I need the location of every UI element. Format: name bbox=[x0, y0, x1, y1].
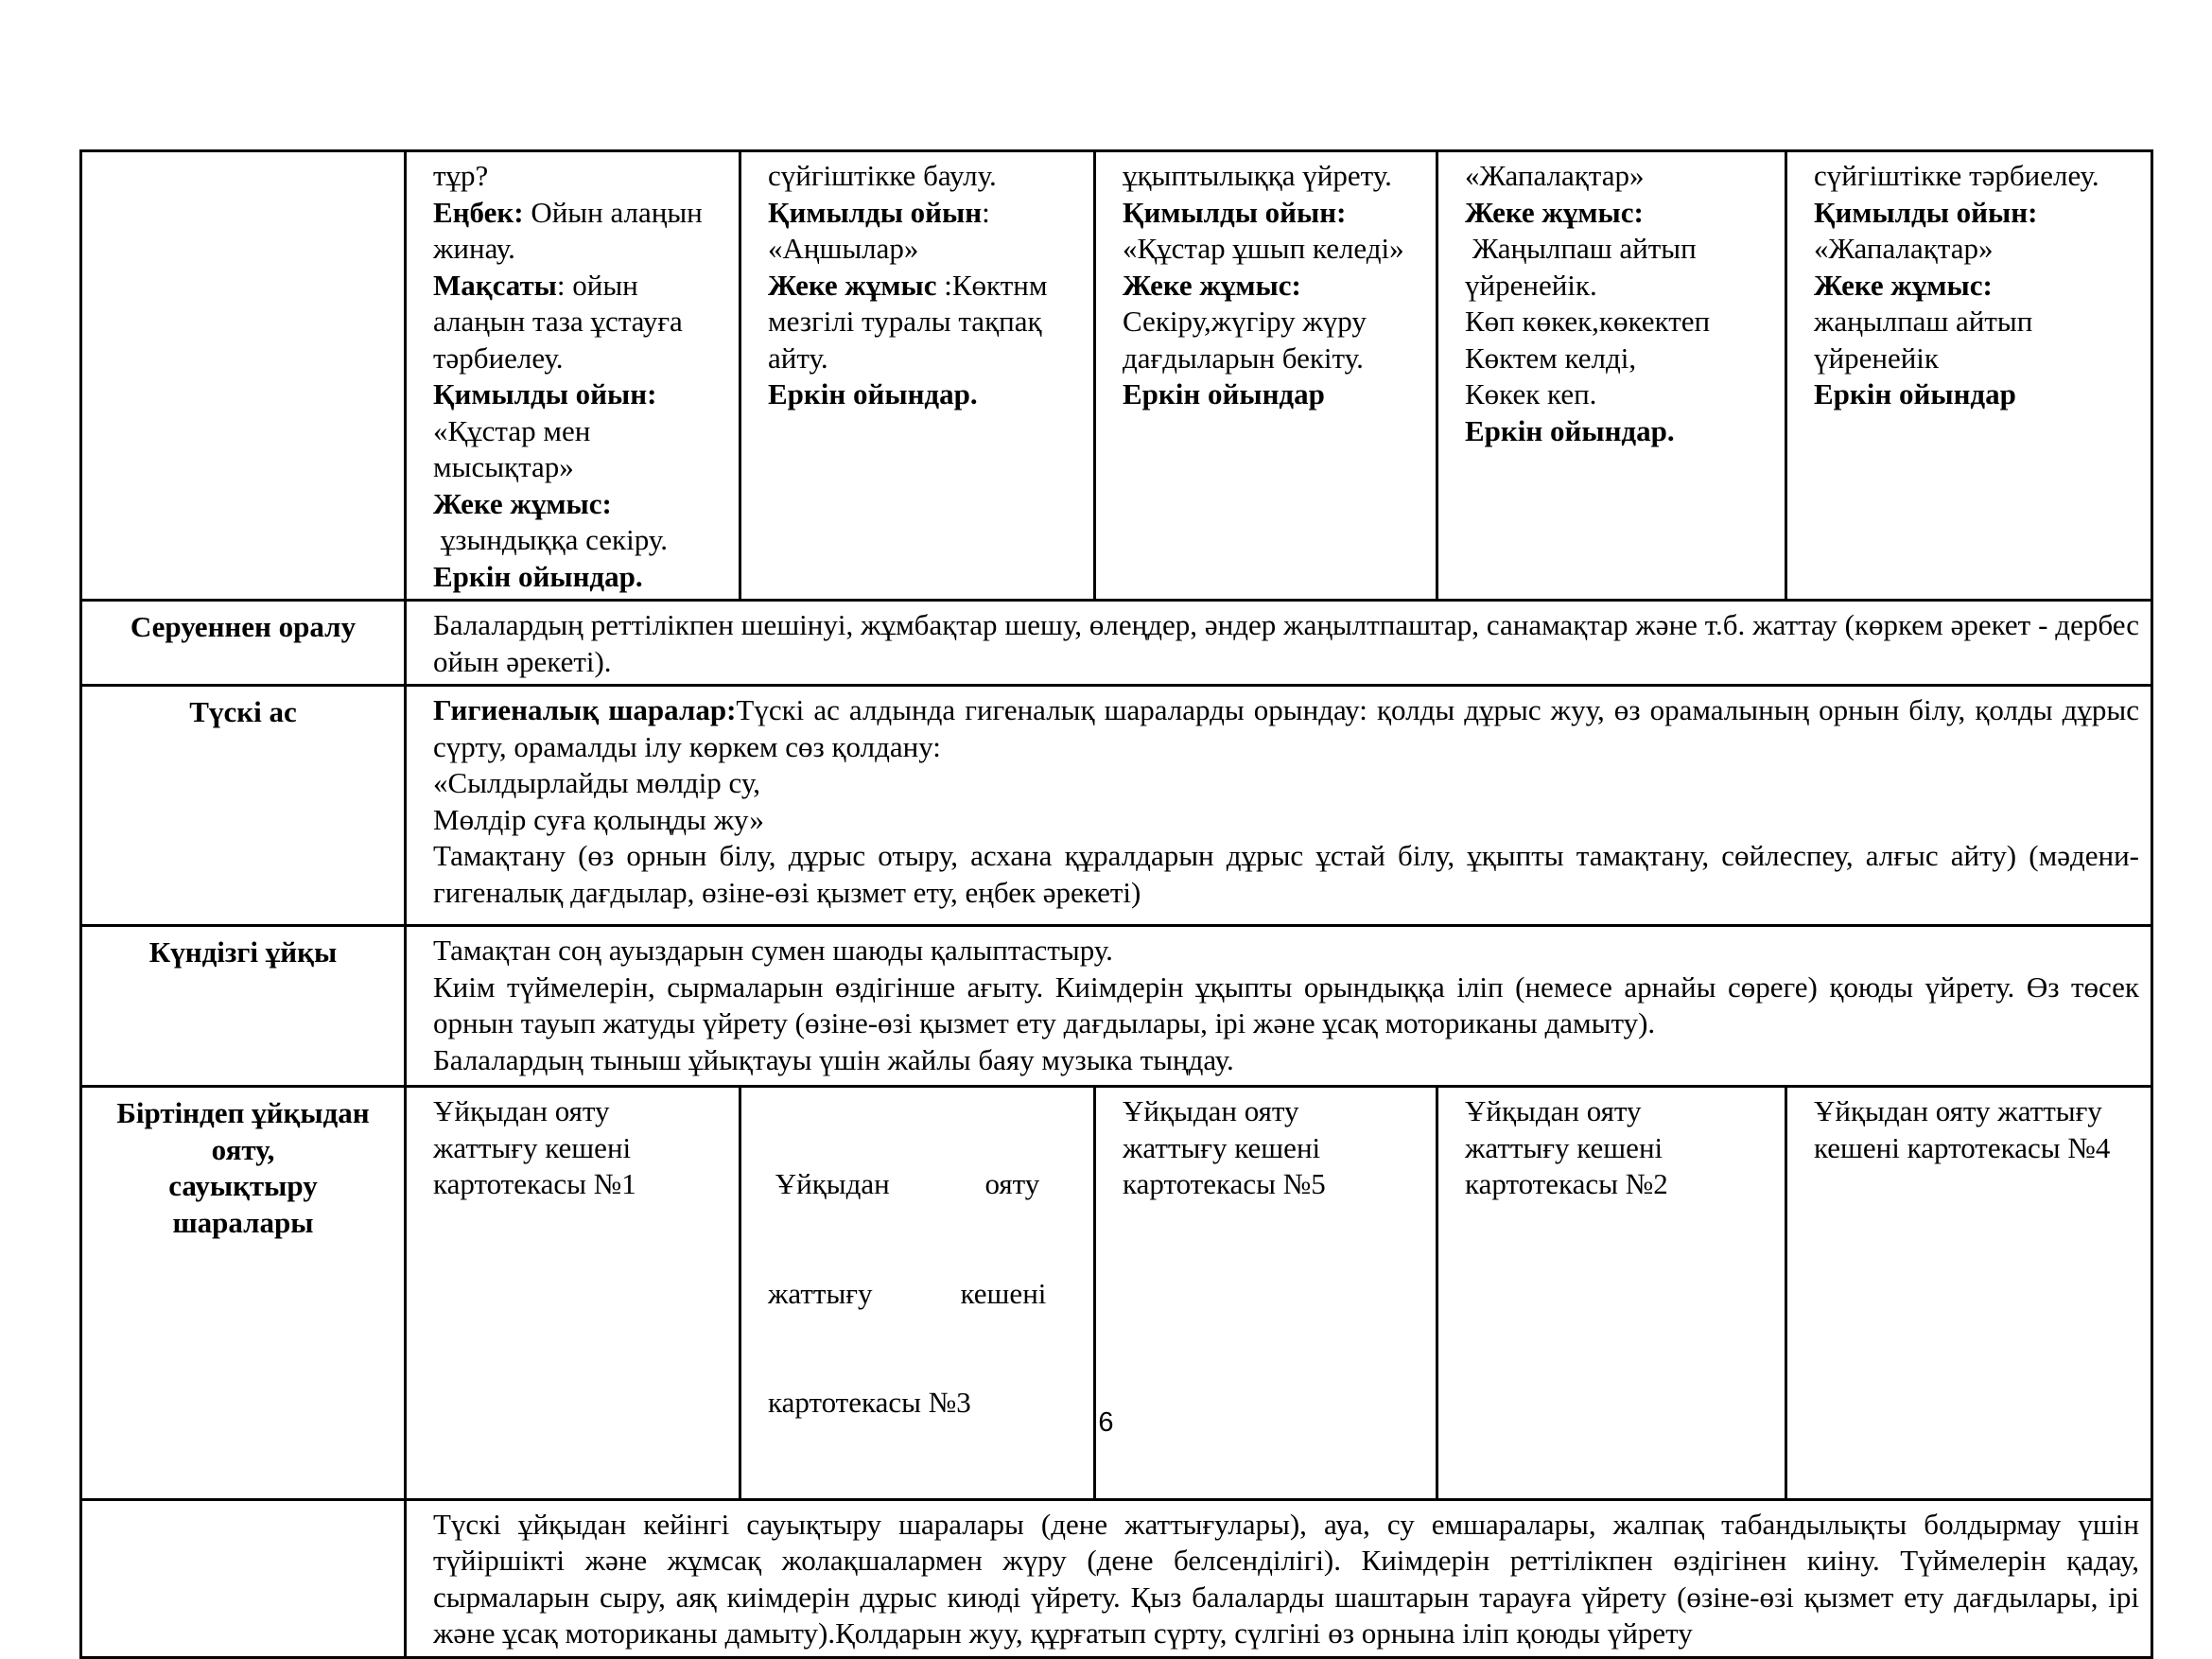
walk-cell-line bbox=[1814, 195, 2139, 232]
walk-cell-bold-text: Мақсаты bbox=[433, 268, 557, 302]
walk-cell-text: сүйгіштікке баулу. bbox=[768, 159, 997, 192]
walk-cell-day-1 bbox=[406, 151, 740, 601]
walk-cell-text: Ойын алаңын bbox=[523, 195, 703, 229]
walk-cell-text: үйренейік bbox=[1814, 341, 1939, 375]
walk-cell-text: «Құстар ұшып келеді» bbox=[1123, 232, 1404, 265]
walk-cell-text: Секіру,жүгіру жүру bbox=[1123, 305, 1367, 338]
walk-cell-text: мезгілі туралы тақпақ bbox=[768, 305, 1042, 338]
walk-cell-bold-text: Жеке жұмыс: bbox=[1814, 268, 1993, 302]
walk-cell-line bbox=[433, 449, 727, 486]
walk-cell-text: Көп көкек,көкектеп bbox=[1465, 305, 1711, 338]
row-label-empty bbox=[81, 1499, 406, 1657]
walk-cell-bold-text: Еркін ойындар bbox=[1814, 377, 2016, 410]
walk-cell-text: тәрбиелеу. bbox=[433, 341, 564, 375]
walk-cell-line bbox=[1814, 304, 2139, 341]
walk-cell-line bbox=[768, 304, 1082, 341]
walk-cell-text: «Аңшылар» bbox=[768, 232, 919, 265]
walk-cell-bold-text: Қимылды ойын: bbox=[1123, 195, 1347, 229]
walk-cell-bold-text: Жеке жұмыс bbox=[768, 268, 937, 302]
wake-cell-line: картотекасы №2 bbox=[1465, 1167, 1668, 1200]
wake-cell-line: Ұйқыдан ояту bbox=[1123, 1094, 1299, 1127]
walk-cell-line bbox=[1465, 376, 1773, 413]
walk-cell-line bbox=[1123, 195, 1424, 232]
wake-cell-line: картотекасы №1 bbox=[433, 1167, 636, 1200]
walk-cell-line bbox=[1465, 413, 1773, 450]
walk-cell-text: : ойын bbox=[556, 268, 638, 302]
walk-cell-text: Көктем келді, bbox=[1465, 341, 1637, 375]
walk-cell-line bbox=[433, 268, 727, 305]
wake-label-line-4: шаралары bbox=[172, 1205, 314, 1239]
walk-cell-line bbox=[1465, 304, 1773, 341]
walk-cell-text: айту. bbox=[768, 341, 828, 375]
walk-cell-line bbox=[433, 341, 727, 377]
walk-cell-line bbox=[1465, 268, 1773, 305]
walk-cell-line bbox=[433, 158, 727, 195]
walk-cell-text: тұр? bbox=[433, 159, 489, 192]
lunch-poem-line-1: «Сылдырлайды мөлдір су, bbox=[433, 766, 761, 799]
walk-cell-bold-text: Жеке жұмыс: bbox=[433, 486, 612, 520]
wake-cell-line: Ұйқыдан ояту bbox=[433, 1094, 610, 1127]
walk-cell-day-2 bbox=[740, 151, 1095, 601]
walk-cell-line bbox=[1814, 231, 2139, 268]
walk-cell-text: ұзындыққа секіру. bbox=[433, 523, 668, 556]
walk-cell-text: жинау. bbox=[433, 232, 515, 265]
walk-cell-line bbox=[1465, 231, 1773, 268]
walk-cell-text: жаңылпаш айтып bbox=[1814, 305, 2033, 338]
walk-cell-text: сүйгіштікке тәрбиелеу. bbox=[1814, 159, 2099, 192]
wake-label-line-3: сауықтыру bbox=[168, 1169, 318, 1202]
walk-cell-text: үйренейік. bbox=[1465, 268, 1597, 302]
walk-cell-bold-text: Жеке жұмыс: bbox=[1465, 195, 1644, 229]
wake-cell-line: Ұйқыдан ояту bbox=[768, 1167, 1040, 1200]
walk-cell-line bbox=[433, 559, 727, 596]
walk-cell-line bbox=[768, 268, 1082, 305]
wake-label-line-2: ояту, bbox=[211, 1132, 275, 1166]
walk-cell-line bbox=[433, 376, 727, 413]
walk-cell-line bbox=[1123, 268, 1424, 305]
row-label-lunch: Түскі ас bbox=[81, 686, 406, 926]
nap-paragraph-2: Киім түймелерін, сырмаларын өздігінше ағыту. Киімдерін ұқыпты орындыққа іліп (немесе арнайы сөреге) қоюды үйрету. Өз төсек орнын тауып жатуды үйрету (өзіне-өзі қызмет ету дағдылары, ірі және ұсақ моториканы дамыту). bbox=[433, 969, 2139, 1039]
nap-paragraph-3: Балалардың тыныш ұйықтауы үшін жайлы баяу музыка тыңдау. bbox=[433, 1042, 1234, 1076]
wake-cell-line: жаттығу кешені bbox=[768, 1276, 1047, 1310]
walk-cell-line bbox=[1465, 195, 1773, 232]
lunch-poem-line-2: Мөлдір суға қолыңды жу» bbox=[433, 802, 764, 836]
table-row-health bbox=[81, 1499, 2152, 1657]
walk-cell-line bbox=[768, 376, 1082, 413]
walk-cell-line bbox=[1814, 341, 2139, 377]
walk-cell-line bbox=[1465, 341, 1773, 377]
nap-paragraph-1: Тамақтан соң ауыздарын сумен шаюды қалыптастыру. bbox=[433, 934, 1113, 967]
walk-cell-bold-text: Қимылды ойын: bbox=[1814, 195, 2038, 229]
lunch-bold-lead: Гигиеналық шаралар: bbox=[433, 693, 737, 726]
row-label-nap: Күндізгі ұйқы bbox=[81, 926, 406, 1087]
walk-cell-line bbox=[768, 231, 1082, 268]
walk-cell-line bbox=[1465, 158, 1773, 195]
walk-cell-bold-text: Еркін ойындар bbox=[1123, 377, 1325, 410]
walk-cell-text: : bbox=[982, 195, 990, 229]
wake-cell-line: кешені картотекасы №4 bbox=[1814, 1130, 2111, 1164]
lunch-text-1: Түскі ас алдында гигеналық шараларды орындау: қолды дұрыс жуу, өз орамалының орнын білу, қолды дұрыс сүрту, орамалды ілу көркем сөз қолдану: bbox=[433, 693, 2139, 763]
walk-cell-bold-text: Қимылды ойын: bbox=[433, 377, 657, 410]
walk-cell-line bbox=[768, 158, 1082, 195]
wake-cell-line: картотекасы №5 bbox=[1123, 1167, 1326, 1200]
walk-cell-text: «Құстар мен bbox=[433, 413, 591, 447]
walk-cell-line bbox=[1123, 304, 1424, 341]
walk-cell-line bbox=[433, 486, 727, 523]
walk-cell-line bbox=[433, 413, 727, 450]
walk-cell-line bbox=[1123, 376, 1424, 413]
return-content: Балалардың реттілікпен шешінуі, жұмбақтар шешу, өлеңдер, әндер жаңылтпаштар, санамақтар және т.б. жаттау (көркем әрекет - дербес ойын әрекеті). bbox=[406, 601, 2152, 686]
walk-cell-bold-text: Қимылды ойын bbox=[768, 195, 983, 229]
walk-cell-day-4 bbox=[1437, 151, 1786, 601]
table-row-return bbox=[81, 601, 2152, 686]
wake-cell-line: Ұйқыдан ояту bbox=[1465, 1094, 1642, 1127]
walk-cell-text: «Жапалақтар» bbox=[1465, 159, 1645, 192]
wake-cell-line: жаттығу кешені bbox=[1465, 1130, 1663, 1164]
walk-cell-line bbox=[1123, 158, 1424, 195]
walk-cell-bold-text: Еңбек: bbox=[433, 195, 524, 229]
lunch-text-2: Тамақтану (өз орнын білу, дұрыс отыру, асхана құралдарын дұрыс ұстай білу, ұқыпты тамақтану, сөйлеспеу, алғыс айту) (мәдени-гигеналық дағдылар, өзіне-өзі қызмет ету, еңбек әрекеті) bbox=[433, 839, 2139, 909]
wake-cell-line: жаттығу кешені bbox=[433, 1130, 632, 1164]
walk-cell-text: мысықтар» bbox=[433, 450, 574, 483]
walk-cell-bold-text: Еркін ойындар. bbox=[768, 377, 978, 410]
nap-content bbox=[406, 926, 2152, 1087]
table-row-lunch bbox=[81, 686, 2152, 926]
health-content: Түскі ұйқыдан кейінгі сауықтыру шаралары (дене жаттығулары), ауа, су емшаралары, жалпақ табандылықты болдырмау үшін түйіршікті және жұмсақ жолақшалармен жүру (дене белсенділігі). Киімдерін реттілікпен өздігінен киіну. Түймелерін қадау, сырмаларын сыру, аяқ киімдерін дұрыс киюді үйрету. Қыз балаларды шаштарын тарауға үйрету (өзіне-өзі қызмет ету дағдылары, ірі және ұсақ моториканы дамыту).Қолдарын жуу, құрғатып сүрту, сүлгіні өз орнына іліп қоюды үйрету bbox=[406, 1499, 2152, 1657]
wake-cell-line: Ұйқыдан ояту жаттығу bbox=[1814, 1094, 2102, 1127]
lunch-content bbox=[406, 686, 2152, 926]
walk-cell-line bbox=[433, 231, 727, 268]
walk-cell-line bbox=[768, 195, 1082, 232]
walk-cell-bold-text: Еркін ойындар. bbox=[1465, 413, 1675, 447]
walk-cell-line bbox=[433, 195, 727, 232]
wake-label-line-1: Біртіндеп ұйқыдан bbox=[116, 1096, 370, 1129]
table-row-walk bbox=[81, 151, 2152, 601]
walk-cell-text: «Жапалақтар» bbox=[1814, 232, 1994, 265]
walk-cell-line bbox=[768, 341, 1082, 377]
walk-cell-text: дағдыларын бекіту. bbox=[1123, 341, 1364, 375]
walk-cell-day-3 bbox=[1095, 151, 1437, 601]
walk-cell-text: ұқыптылыққа үйрету. bbox=[1123, 159, 1392, 192]
row-label-return: Серуеннен оралу bbox=[81, 601, 406, 686]
walk-cell-line bbox=[1814, 268, 2139, 305]
row-label-empty bbox=[81, 151, 406, 601]
walk-cell-line bbox=[433, 304, 727, 341]
walk-cell-bold-text: Жеке жұмыс: bbox=[1123, 268, 1301, 302]
walk-cell-line bbox=[1123, 341, 1424, 377]
wake-cell-line: жаттығу кешені bbox=[1123, 1130, 1321, 1164]
table-row-nap bbox=[81, 926, 2152, 1087]
walk-cell-text: Көкек кеп. bbox=[1465, 377, 1597, 410]
walk-cell-line bbox=[1814, 158, 2139, 195]
walk-cell-line bbox=[1814, 376, 2139, 413]
walk-cell-bold-text: Еркін ойындар. bbox=[433, 559, 643, 593]
wake-cell-line: картотекасы №3 bbox=[768, 1386, 971, 1419]
walk-cell-day-5 bbox=[1786, 151, 2152, 601]
walk-cell-line bbox=[1123, 231, 1424, 268]
walk-cell-text: алаңын таза ұстауға bbox=[433, 305, 683, 338]
walk-cell-text: Жаңылпаш айтып bbox=[1465, 232, 1697, 265]
page-number: 6 bbox=[1098, 1407, 1114, 1438]
walk-cell-text: :Көктнм bbox=[936, 268, 1048, 302]
walk-cell-line bbox=[433, 522, 727, 559]
